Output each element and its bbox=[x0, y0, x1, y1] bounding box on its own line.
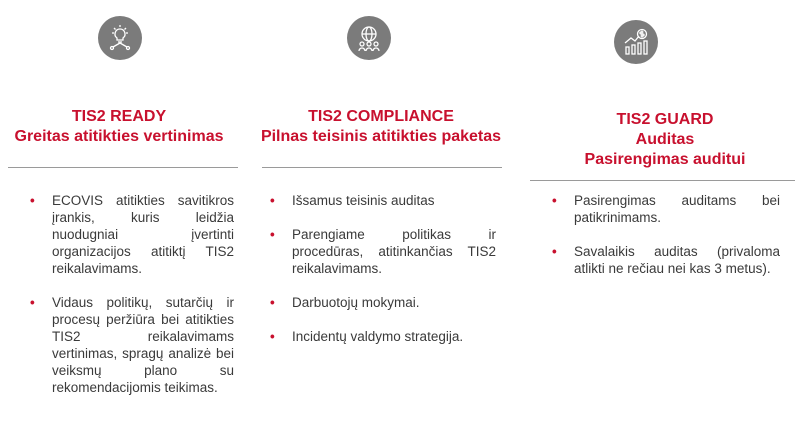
bullet-list bbox=[266, 192, 496, 362]
column-title bbox=[250, 107, 512, 147]
list-item-text: Darbuotojų mokymai. bbox=[292, 295, 420, 310]
list-item bbox=[26, 192, 234, 277]
bullet-list bbox=[26, 192, 234, 413]
title-line: Greitas atitikties vertinimas bbox=[14, 128, 224, 145]
title-line: TIS2 GUARD bbox=[616, 111, 714, 128]
title-line: TIS2 READY bbox=[71, 108, 167, 125]
list-item bbox=[266, 226, 496, 277]
bullet-glyph: • bbox=[552, 193, 557, 208]
lightbulb-network-icon bbox=[98, 16, 142, 60]
divider bbox=[8, 167, 238, 168]
bullet-glyph: • bbox=[270, 193, 275, 208]
growth-chart-dollar-icon bbox=[614, 20, 658, 64]
list-item bbox=[266, 192, 496, 209]
list-item-text: Pasirengimas auditams bei patikrinimams. bbox=[574, 193, 780, 225]
list-item-text: Incidentų valdymo strategija. bbox=[292, 329, 464, 344]
title-line: Auditas bbox=[635, 131, 695, 148]
bullet-glyph: • bbox=[552, 244, 557, 259]
divider bbox=[262, 167, 502, 168]
title-line: Pasirengimas auditui bbox=[584, 151, 746, 168]
list-item bbox=[266, 328, 496, 345]
list-item bbox=[548, 192, 780, 226]
bullet-list bbox=[548, 192, 780, 294]
list-item bbox=[548, 243, 780, 277]
bullet-glyph: • bbox=[270, 295, 275, 310]
bullet-glyph: • bbox=[30, 193, 35, 208]
column-title bbox=[560, 110, 770, 170]
column-title bbox=[0, 107, 238, 147]
divider bbox=[530, 180, 795, 181]
bullet-glyph: • bbox=[270, 329, 275, 344]
globe-people-icon bbox=[347, 16, 391, 60]
list-item-text: Vidaus politikų, sutarčių ir procesų peržiūra bei atitikties TIS2 reikalavimams vertinimas, spragų analizė bei veiksmų plano su rekomendacijomis teikimas. bbox=[52, 295, 234, 395]
list-item bbox=[266, 294, 496, 311]
list-item-text: ECOVIS atitikties savitikros įrankis, kuris leidžia nuodugniai įvertinti organizacijos atitiktį TIS2 reikalavimams. bbox=[52, 193, 234, 276]
list-item bbox=[26, 294, 234, 396]
title-line: TIS2 COMPLIANCE bbox=[308, 108, 454, 125]
list-item-text: Išsamus teisinis auditas bbox=[292, 193, 435, 208]
list-item-text: Parengiame politikas ir procedūras, atitinkančias TIS2 reikalavimams. bbox=[292, 227, 496, 276]
bullet-glyph: • bbox=[30, 295, 35, 310]
bullet-glyph: • bbox=[270, 227, 275, 242]
title-line: Pilnas teisinis atitikties paketas bbox=[260, 128, 502, 145]
list-item-text: Savalaikis auditas (privaloma atlikti ne rečiau nei kas 3 metus). bbox=[574, 244, 780, 276]
